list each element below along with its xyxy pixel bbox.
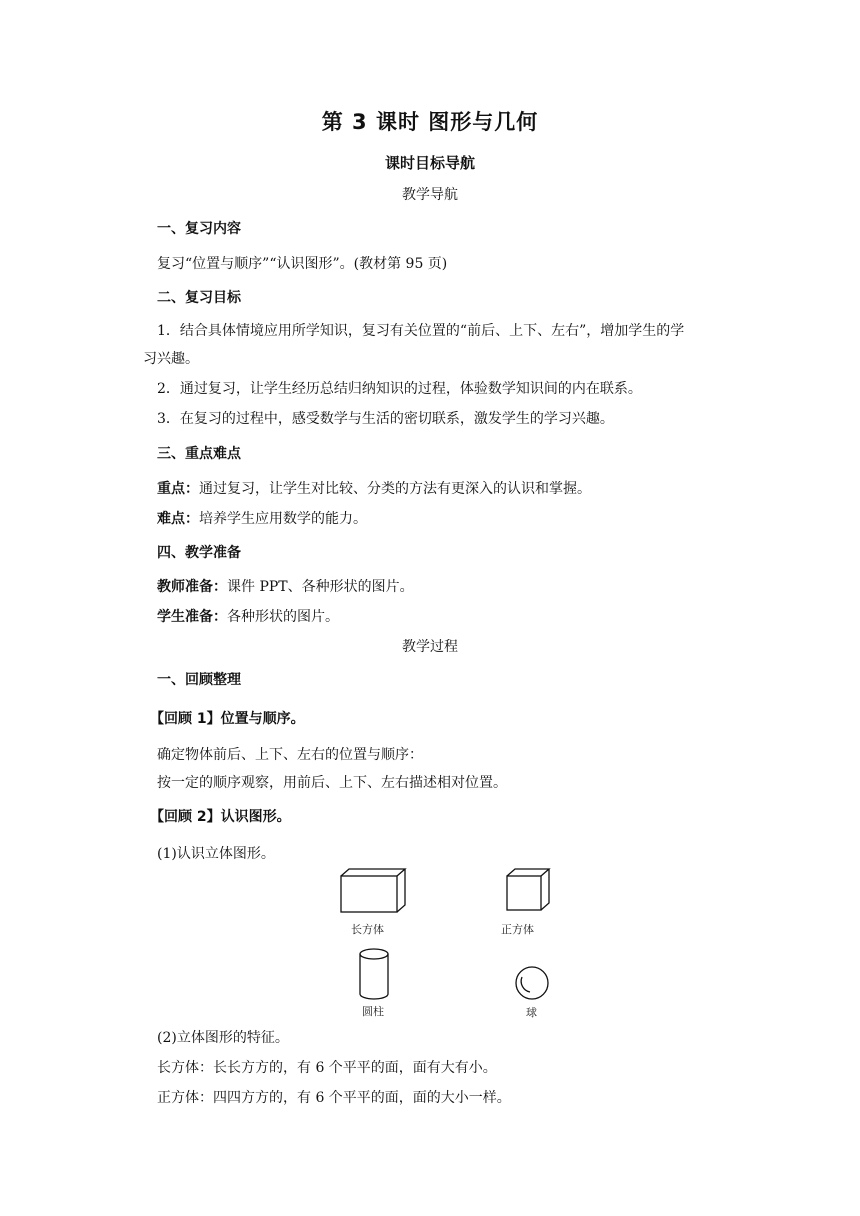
key-point-label: 重点：: [157, 481, 199, 497]
cuboid-shape: [341, 869, 405, 912]
teacher-preparation: [157, 576, 414, 596]
key-point-text: 通过复习，让学生对比较、分类的方法有更深入的认识和掌握。: [199, 481, 591, 497]
sub-item-2: (2)立体图形的特征。: [157, 1030, 289, 1046]
student-preparation-label: 学生准备：: [157, 609, 227, 625]
goal-2: 2．通过复习，让学生经历总结归纳知识的过程，体验数学知识间的内在联系。: [157, 381, 642, 397]
goal-3: 3．在复习的过程中，感受数学与生活的密切联系，激发学生的学习兴趣。: [157, 411, 614, 427]
sphere-label: 球: [526, 1006, 537, 1019]
review-1-line-1: 确定物体前后、上下、左右的位置与顺序：: [157, 747, 423, 763]
feature-cuboid: 长方体：长长方方的，有 6 个平平的面，面有大有小。: [157, 1060, 497, 1076]
page-subtitle: 课时目标导航: [384, 154, 475, 172]
nav-heading: 教学导航: [402, 187, 458, 203]
cylinder-shape: [360, 949, 388, 999]
key-point: [157, 478, 591, 498]
goal-1-line-1: 1．结合具体情境应用所学知识，复习有关位置的“前后、上下、左右”，增加学生的学: [157, 323, 685, 339]
section-heading-preparation: 四、教学准备: [157, 545, 241, 561]
solid-shapes-drawing: [333, 866, 551, 1018]
review-1-line-2: 按一定的顺序观察，用前后、上下、左右描述相对位置。: [157, 775, 507, 791]
difficult-point-label: 难点：: [157, 511, 199, 527]
difficult-point: [157, 508, 367, 528]
student-preparation-text: 各种形状的图片。: [227, 609, 339, 625]
review-1-label: 【回顾 1】位置与顺序。: [150, 711, 305, 727]
teacher-preparation-text: 课件 PPT、各种形状的图片。: [227, 579, 414, 595]
review-content-text: 复习“位置与顺序”“认识图形”。(教材第 95 页): [157, 256, 448, 272]
goal-1-line-2: 习兴趣。: [143, 351, 199, 367]
section-heading-key-points: 三、重点难点: [157, 446, 241, 462]
cube-shape: [507, 869, 549, 910]
section-heading-review-organize: 一、回顾整理: [157, 672, 241, 688]
solid-shapes-figure: [333, 866, 551, 1018]
teacher-preparation-label: 教师准备：: [157, 579, 227, 595]
section-heading-review-content: 一、复习内容: [157, 221, 241, 237]
sub-item-1: (1)认识立体图形。: [157, 846, 275, 862]
sphere-shape: [516, 967, 548, 999]
cuboid-label: 长方体: [351, 923, 384, 936]
review-2-label: 【回顾 2】认识图形。: [150, 809, 291, 825]
difficult-point-text: 培养学生应用数学的能力。: [199, 511, 367, 527]
section-heading-review-goals: 二、复习目标: [157, 290, 241, 306]
cylinder-label: 圆柱: [362, 1005, 384, 1018]
cube-label: 正方体: [501, 923, 534, 936]
process-heading: 教学过程: [402, 639, 458, 655]
page-title: 第 3 课时 图形与几何: [321, 110, 539, 134]
student-preparation: [157, 606, 339, 626]
feature-cube: 正方体：四四方方的，有 6 个平平的面，面的大小一样。: [157, 1090, 511, 1106]
